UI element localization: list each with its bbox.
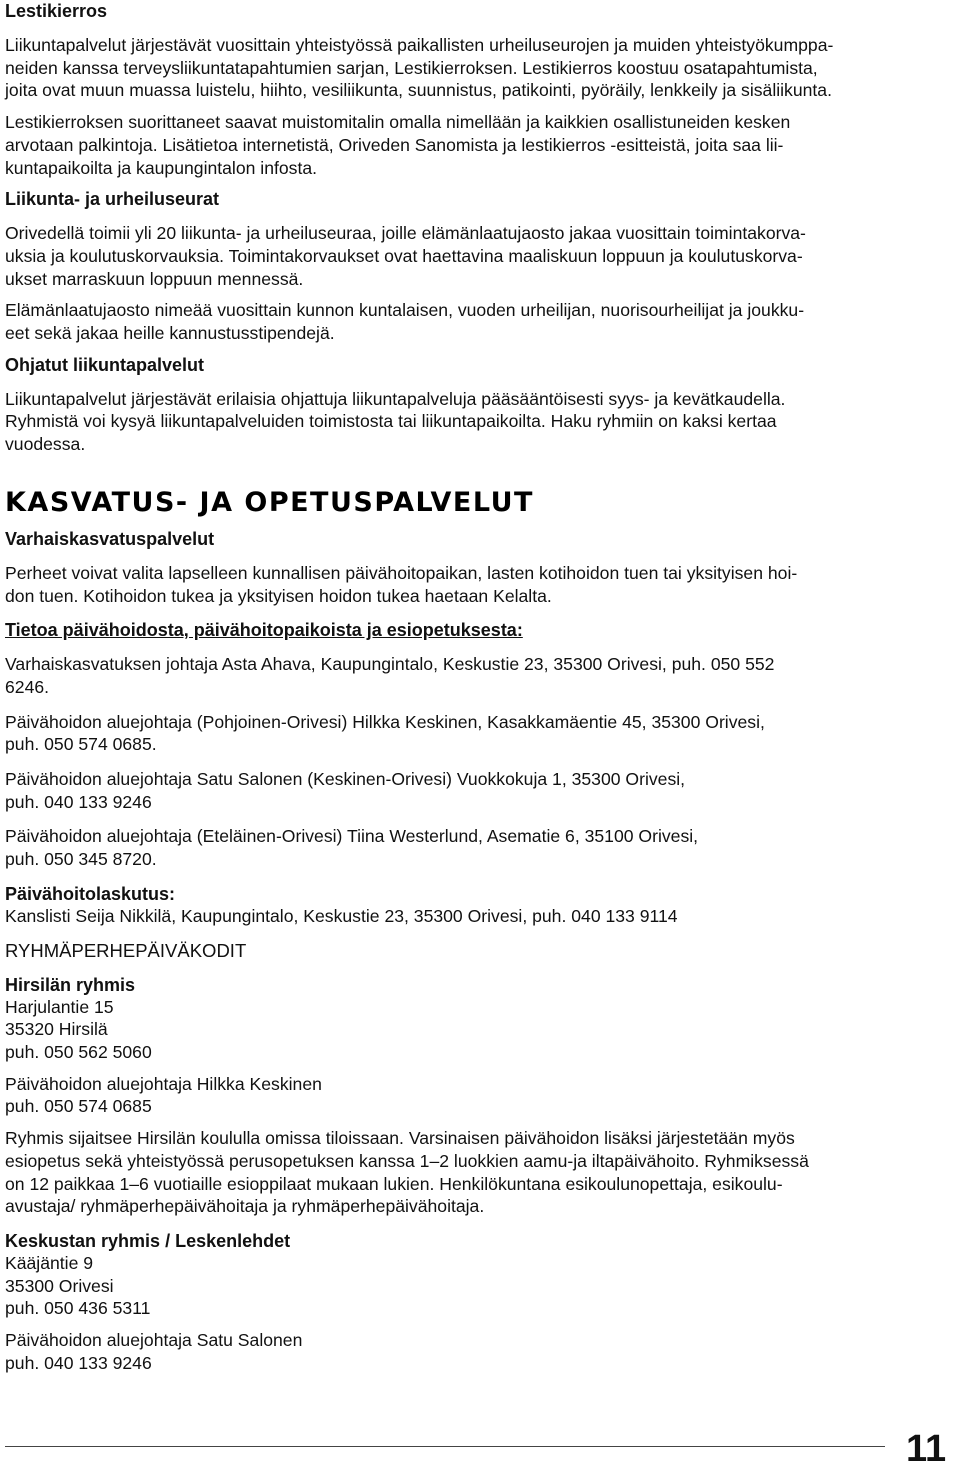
text-line: puh. 040 133 9246 bbox=[5, 791, 152, 812]
early-education-paragraph bbox=[5, 562, 957, 607]
text-line: Liikuntapalvelut järjestävät vuosittain yhteistyössä paikallisten urheiluseurojen ja muiden yhteistyökumppa- bbox=[5, 35, 834, 55]
contact-entry bbox=[5, 653, 957, 698]
text-line: Harjulantie 15 bbox=[5, 996, 114, 1017]
lestikierros-heading: Lestikierros bbox=[5, 1, 108, 21]
text-line: Elämänlaatujaosto nimeää vuosittain kunnon kuntalaisen, vuoden urheilijan, nuorisourheilijat ja joukku- bbox=[5, 300, 805, 321]
group-name: Keskustan ryhmis / Leskenlehdet bbox=[5, 1230, 291, 1251]
text-line: Päivähoidon aluejohtaja (Eteläinen-Orivesi) Tiina Westerlund, Asematie 6, 35100 Orivesi, bbox=[5, 826, 699, 847]
text-line: don tuen. Kotihoidon tukea ja yksityisen hoidon tukea haetaan Kelalta. bbox=[5, 585, 552, 606]
group-daycare-heading: RYHMÄPERHEPÄIVÄKODIT bbox=[5, 939, 247, 961]
guided-sports-paragraph bbox=[5, 388, 957, 456]
text-line: Päivähoidon aluejohtaja Satu Salonen bbox=[5, 1330, 303, 1351]
text-line: Lestikierroksen suorittaneet saavat muistomitalin omalla nimellään ja kaikkien osallistuneiden kesken bbox=[5, 112, 791, 133]
lestikierros-paragraph-2 bbox=[5, 111, 957, 179]
text-line: on 12 paikkaa 1–6 vuotiaille esioppilaat mukaan lukien. Henkilökuntana esikoulunopettaja, esikoulu- bbox=[5, 1173, 783, 1194]
group-name: Hirsilän ryhmis bbox=[5, 974, 136, 995]
text-line: puh. 050 574 0685 bbox=[5, 1096, 152, 1117]
text-line: Perheet voivat valita lapselleen kunnallisen päivähoitopaikan, lasten kotihoidon tuen tai yksityisen hoi- bbox=[5, 562, 798, 583]
text-line: 35300 Orivesi bbox=[5, 1275, 114, 1296]
text-line: puh. 040 133 9246 bbox=[5, 1352, 152, 1373]
early-education-heading: Varhaiskasvatuspalvelut bbox=[5, 528, 215, 549]
text-line: esiopetus sekä yhteistyössä perusopetuksen kanssa 1–2 luokkien aamu-ja iltapäivähoito. Ryhmiksessä bbox=[5, 1150, 809, 1171]
contact-entry bbox=[5, 768, 957, 813]
text-line: Päivähoidon aluejohtaja (Pohjoinen-Orivesi) Hilkka Keskinen, Kasakkamäentie 45, 35300 Orivesi, bbox=[5, 711, 765, 732]
text-line: ukset marraskuun loppuun mennessä. bbox=[5, 268, 304, 289]
text-line: Liikuntapalvelut järjestävät erilaisia ohjattuja liikuntapalveluja pääsääntöisesti syys- ja kevätkaudella. bbox=[5, 388, 786, 409]
sports-clubs-paragraph-1 bbox=[5, 222, 957, 290]
text-line: eet sekä jakaa heille kannustusstipendejä. bbox=[5, 323, 335, 344]
text-line: kuntapaikoilta ja kaupungintalon infosta. bbox=[5, 157, 318, 178]
contact-entry bbox=[5, 825, 957, 870]
footer-rule bbox=[5, 1446, 885, 1447]
text-line: arvotaan palkintoja. Lisätietoa internetistä, Oriveden Sanomista ja lestikierros -esitteistä, joita saa lii- bbox=[5, 134, 784, 155]
text-line: Päivähoidon aluejohtaja Hilkka Keskinen bbox=[5, 1073, 322, 1094]
contact-entry bbox=[5, 711, 957, 756]
sports-clubs-paragraph-2 bbox=[5, 299, 957, 344]
billing-heading: Päivähoitolaskutus: bbox=[5, 883, 176, 904]
text-line: Orivedellä toimii yli 20 liikunta- ja urheiluseuraa, joille elämänlaatujaosto jakaa vuosittain toimintakorva- bbox=[5, 223, 806, 244]
text-line: puh. 050 562 5060 bbox=[5, 1041, 152, 1062]
text-line: uksia ja koulutuskorvauksia. Toimintakorvaukset ovat haettavina maaliskuun loppuun ja koulutuskorva- bbox=[5, 245, 803, 266]
text-line: 6246. bbox=[5, 676, 50, 697]
sports-clubs-heading: Liikunta- ja urheiluseurat bbox=[5, 189, 220, 210]
text-line: joita ovat muun muassa luistelu, hiihto, vesiliikunta, suunnistus, patikointi, pyöräily, lenkkeily ja sisäliikunta. bbox=[5, 80, 832, 101]
text-line: Varhaiskasvatuksen johtaja Asta Ahava, Kaupungintalo, Keskustie 23, 35300 Orivesi, puh. 050 552 bbox=[5, 654, 775, 675]
main-section-title: KASVATUS- JA OPETUSPALVELUT bbox=[5, 486, 534, 518]
text-line: Ryhmistä voi kysyä liikuntapalveluiden toimistosta tai liikuntapaikoilta. Haku ryhmiin on kaksi kertaa bbox=[5, 411, 777, 432]
page-number: 11 bbox=[906, 1428, 947, 1470]
group-description bbox=[5, 1127, 957, 1218]
text-line: neiden kanssa terveysliikuntatapahtumien sarjan, Lestikierroksen. Lestikierros koostuu osatapahtumista, bbox=[5, 57, 818, 78]
text-line: avustaja/ ryhmäperhepäivähoitaja ja ryhmäperhepäivähoitaja. bbox=[5, 1196, 485, 1217]
group-address bbox=[5, 996, 957, 1064]
text-line: Kääjäntie 9 bbox=[5, 1252, 94, 1273]
text-line: vuodessa. bbox=[5, 434, 86, 455]
text-line: puh. 050 345 8720. bbox=[5, 849, 157, 870]
guided-sports-heading: Ohjatut liikuntapalvelut bbox=[5, 354, 205, 375]
text-line: Ryhmis sijaitsee Hirsilän koululla omissa tiloissaan. Varsinaisen päivähoidon lisäksi järjestetään myös bbox=[5, 1128, 795, 1149]
document-page bbox=[5, 0, 957, 1374]
group-address bbox=[5, 1252, 957, 1320]
daycare-info-heading: Tietoa päivähoidosta, päivähoitopaikoista ja esiopetuksesta: bbox=[5, 620, 523, 641]
billing-contact: Kanslisti Seija Nikkilä, Kaupungintalo, Keskustie 23, 35300 Orivesi, puh. 040 133 9114 bbox=[5, 905, 678, 926]
text-line: Päivähoidon aluejohtaja Satu Salonen (Keskinen-Orivesi) Vuokkokuja 1, 35300 Orivesi, bbox=[5, 769, 686, 790]
group-manager bbox=[5, 1329, 957, 1374]
lestikierros-paragraph-1 bbox=[5, 34, 957, 102]
group-manager bbox=[5, 1073, 957, 1118]
text-line: puh. 050 436 5311 bbox=[5, 1298, 151, 1319]
text-line: puh. 050 574 0685. bbox=[5, 734, 157, 755]
text-line: 35320 Hirsilä bbox=[5, 1019, 108, 1040]
